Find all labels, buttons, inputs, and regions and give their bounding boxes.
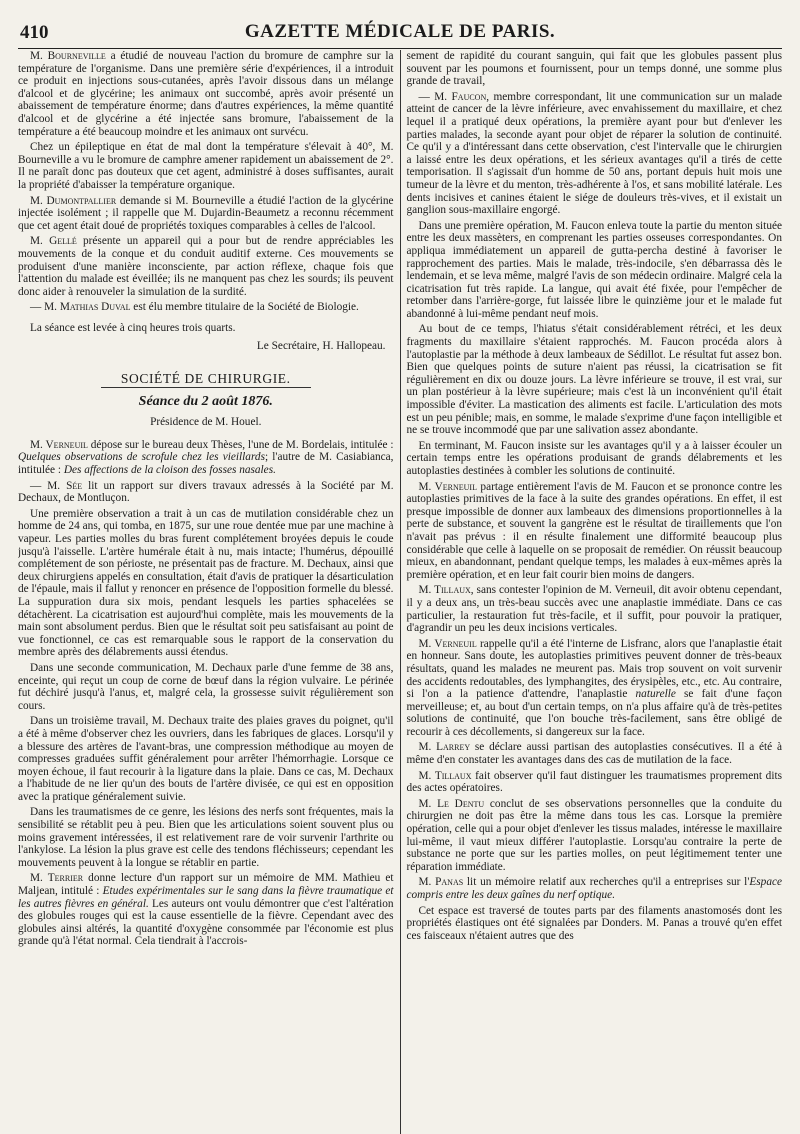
seance-title: Séance du 2 août 1876.	[138, 393, 273, 409]
paragraph	[406, 741, 782, 766]
paragraph	[18, 872, 394, 948]
speaker-name: M. Gellé	[30, 235, 77, 248]
emphasis: naturelle	[635, 688, 676, 701]
paragraph-text: ; l'autre de M. Casiabianca, intitulée :	[18, 451, 394, 477]
paragraph	[406, 584, 782, 634]
paragraph	[18, 480, 394, 505]
thesis-title: Des affections de la cloison des fosses nasales.	[63, 464, 276, 477]
paragraph: Dans un troisième travail, M. Dechaux traite des plaies graves du poignet, qu'il a été à même d'observer chez les ouvriers, dans les fabriques de glaces. Lorsqu'il y a blessure des artères de l'avant-bras, une compression méthodique au moyen de compresses graduées suffit généralement pour arrêter l'hémorrhagie. Lorsque ce moyen échoue, il faut recourir à la ligature dans la plaie. Dans ce cas, M. Dechaux a l'habitude de ne lier qu'un des bouts de l'artère divisée, ce qui est en opposition avec la pratique généralement suivie.	[18, 715, 394, 803]
paragraph: sement de rapidité du courant sanguin, qui fait que les globules passent plus souvent par les poumons et fournissent, pour un temps donné, une somme plus grande de travail,	[406, 50, 782, 88]
dash: —	[30, 301, 45, 314]
paragraph-text: conclut de ses observations personnelles que la conduite du chirurgien ne doit pas être la même dans tous les cas. Lorsque la première opération, celle qui a pour objet d'enlever les tissus malades, intéresse le maxillaire lui-même, il vaut mieux différer l'autoplastie. Lorsqu'au contraire la perte de substance ne porte que sur les parties molles, on peut légitimement tenter une réparation immédiate.	[406, 797, 782, 873]
dash: —	[418, 90, 435, 103]
memoir-title: Espace compris entre les deux gaînes du nerf optique.	[406, 876, 782, 901]
paragraph: Dans une seconde communication, M. Dechaux parle d'une femme de 38 ans, enceinte, qui reçut un coup de corne de bœuf dans la région vulvaire. Le périnée fut déchiré jusqu'à l'anus, et, malgré cela, la grossesse suivit régulièrement son cours.	[18, 661, 394, 712]
paragraph-text: partage entièrement l'avis de M. Faucon et se prononce contre les autoplasties primitives de la face à la suite des grandes opérations. En effet, il est presque impossible de donner aux lambeaux des dimensions proportionnelles à la perte de substance, et souvent la gangrène est le résultat de tiraillements que l'on n'avait pas prévus : il en résulte finalement une difformité beaucoup plus considérable que celle à laquelle on se proposait de remédier. On réussit beaucoup mieux, en abandonnant, pendant quelque temps, les malades à eux-mêmes après la première opération, et en leur fait courir bien moins de dangers.	[406, 480, 782, 581]
paragraph	[18, 195, 394, 233]
paragraph	[18, 301, 394, 314]
section-title-text: SOCIÉTÉ DE CHIRURGIE.	[101, 371, 311, 388]
thesis-title: Quelques observations de scrofule chez les vieillards	[18, 451, 265, 464]
speaker-name: M. Dumontpallier	[30, 194, 117, 207]
paragraph-text: lit un rapport sur divers travaux adressés à la Société par M. Dechaux, de Montluçon.	[18, 479, 394, 505]
paragraph-text: demande si M. Bourneville a étudié l'action de la glycérine injectée isolément ; il rappelle que M. Dujardin-Beaumetz a reconnu récemment que cet agent était doué de propriétés toxiques comparables à celles de l'alcool.	[18, 194, 394, 232]
speaker-name: M. Le Dentu	[418, 797, 485, 810]
paragraph	[406, 798, 782, 874]
paragraph: Chez un épileptique en état de mal dont la température s'élevait à 40°, M. Bourneville a vu le bromure de camphre amener rapidement un abaissement de 2°. Il ne paraît donc pas douteux que cet agent, administré à doses suffisantes, aurait la propriété d'abaisser la température organique.	[18, 141, 394, 191]
left-column	[18, 50, 394, 1134]
paragraph-text: Les auteurs ont voulu démontrer que c'est l'altération des globules rouges qui est la cause essentielle de la fièvre. Cependant avec des globules ainsi altérés, la quantité d'oxygène consommée par l'économie est plus grande qu'à l'état normal. Cela tiendrait à l'accrois-	[18, 897, 394, 948]
speaker-name: M. Faucon	[434, 90, 487, 103]
section-title	[18, 373, 394, 386]
speaker-name: M. Larrey	[418, 741, 471, 754]
speaker-name: M. Terrier	[30, 872, 84, 885]
speaker-name: M. Mathias Duval	[44, 301, 131, 314]
paragraph	[18, 235, 394, 298]
paragraph: Dans les traumatismes de ce genre, les lésions des nerfs sont fréquentes, mais la sensibilité se rétablit peu à peu. Bien que les articulations soient souvent plus ou moins gravement intéressées, il est relativement rare de voir survenir l'arthrite ou l'ankylose. La lésion la plus grave est celle des tendons fléchisseurs; cependant les mouvements peuvent à la longue se rétablir en partie.	[18, 806, 394, 869]
dash: —	[30, 479, 48, 492]
paragraph: Dans une première opération, M. Faucon enleva toute la partie du menton située entre les deux massèters, en comprenant les parties osseuses correspondantes. On appliqua immédiatement un appareil de gutta-percha destiné à favoriser le rapprochement des parties. Mais le malade, très-indocile, s'en débarrassa dès le lendemain, et se leva même, malgré l'avis de son médecin ordinaire. Malgré cela la cicatrisation fut très rapide. La langue, qui avait été fixée, pour l'empêcher de retomber dans l'arrière-gorge, fut laissée libre le quinzième jour et le malade fut abandonné à lui-même pendant neuf mois.	[406, 219, 782, 320]
session-close-line: La séance est levée à cinq heures trois quarts.	[30, 321, 236, 334]
speaker-name: M. Sée	[47, 479, 83, 492]
speaker-name: M. Verneuil	[418, 480, 477, 493]
speaker-name: M. Tillaux	[418, 584, 471, 597]
journal-title: GAZETTE MÉDICALE DE PARIS.	[244, 21, 556, 42]
paragraph-text: se déclare aussi partisan des autoplasties consécutives. Il a été à même d'en constater les avantages dans des cas de mutilation de la face.	[406, 741, 782, 767]
speaker-name: M. Verneuil	[30, 438, 88, 451]
speaker-name: M. Tillaux	[418, 769, 472, 782]
paragraph-text: est élu membre titulaire de la Société de Biologie.	[130, 301, 359, 314]
paragraph	[406, 876, 782, 901]
paragraph-text: dépose sur le bureau deux Thèses, l'une de M. Bordelais, intitulée :	[87, 438, 394, 451]
memoir-title: Etudes expérimentales sur le sang dans la fièvre traumatique et les autres fièvres en général.	[18, 885, 394, 910]
paragraph: Cet espace est traversé de toutes parts par des filaments anastomosés dont les propriétés élastiques ont été signalées par Donders. M. Panas a trouvé qu'en effet ces faisceaux n'étaient autres que des	[406, 904, 782, 942]
paragraph-text: rappelle qu'il a été l'interne de Lisfranc, alors que l'anaplastie était en honneur. Sans doute, les autoplasties primitives peuvent donner de très-beaux résultats, quand les malades ne meurent pas. Mais trop souvent on voit survenir des accidents redoutables, des lymphangites, des érysipèles, etc., etc. Au contraire, si l'on a la patience d'attendre, l'anaplastie	[406, 637, 782, 701]
paragraph-text: , membre correspondant, lit une communication sur un malade atteint de cancer de la lèvre inférieure, avec envahissement du maxillaire, et chez lequel il a pratiqué deux opérations, la première ayant pour but d'enlever les parties malades, la seconde ayant pour objet de réparer la solution de continuité. Ce qu'il y a d'intéressant dans cette observation, c'est l'intervalle que le chirurgien a laissé entre les deux opérations, et les sérieux avantages qu'il a tirés de cette temporisation. Il s'agissait d'un homme de 50 ans, portant depuis huit mois une tumeur de la lèvre et du menton, très-adhérente à l'os, et sans mobilité latérale. Les dents incisives et canines étaient le siége de douleurs très-vives, et il existait un ganglion sous-maxillaire engorgé.	[406, 90, 782, 217]
paragraph	[406, 638, 782, 739]
paragraph: Une première observation a trait à un cas de mutilation considérable chez un homme de 24 ans, qui tomba, en 1875, sur une roue dentée mue par une machine à vapeur. Les parties molles du bras furent complétement broyées depuis le coude jusqu'à l'aisselle. L'artère humérale était à nu, mais intacte; l'humérus, dépouillé complétement de son périoste, ne présentait pas de fracture. M. Dechaux, ainsi que deux chirurgiens appelés en consultation, était d'avis de pratiquer la désarticulation de l'épaule, mais il fallut y renoncer en présence de l'opposition formelle du blessé. La suppuration dura six mois, pendant lesquels les parties sphacelées se détachèrent. La cicatrisation est aujourd'hui complète, mais les mouvements de la main sont absolument perdus. Bien que le résultat soit peu satisfaisant au point de vue fonctionnel, ce cas est remarquable sous le rapport de la conservation du membre après des délabrements aussi étendus.	[18, 507, 394, 659]
paragraph-text: donne lecture d'un rapport sur un mémoire de MM. Mathieu et Maljean, intitulé :	[18, 872, 394, 898]
paragraph-text: a étudié de nouveau l'action du bromure de camphre sur la température de l'organisme. Dans une première série d'expériences, il a introduit ce produit en injections sous-cutanées, après l'avoir dissous dans un mélange d'alcool et de glycérine; les animaux ont succombé, après avoir présenté un abaissement de température énorme; dans d'autres expériences, la même quantité d'alcool et de glycérine a été injectée sans bromure, l'abaissement de la température a été beaucoup moindre et les animaux ont survécu.	[18, 50, 394, 138]
secretary-signature: Le Secrétaire, H. Hallopeau.	[256, 340, 386, 353]
paragraph	[18, 50, 394, 138]
column-divider	[400, 50, 401, 1134]
speaker-name: M. Verneuil	[418, 637, 477, 650]
paragraph	[406, 481, 782, 582]
paragraph	[18, 439, 394, 477]
speaker-name: M. Panas	[418, 876, 464, 889]
paragraph-text: , sans contester l'opinion de M. Verneuil, dit avoir obtenu cependant, il y a deux ans, un très-beau succès avec une anaplastie immédiate. Dans ce cas particulier, la restauration fut très-facile, et il suffit, pour pouvoir la pratiquer, d'agrandir un peu les deux incisions verticales.	[406, 584, 782, 635]
paragraph-text: fait observer qu'il faut distinguer les traumatismes proprement dits des actes opératoires.	[406, 769, 782, 795]
paragraph: En terminant, M. Faucon insiste sur les avantages qu'il y a à laisser écouler un certain temps entre les opérations produisant de grands délabrements et les autoplasties destinées à combler les solutions de continuité.	[406, 439, 782, 477]
masthead	[18, 18, 782, 49]
speaker-name: M. Bourneville	[30, 50, 106, 62]
paragraph: Au bout de ce temps, l'hiatus s'était considérablement rétréci, et les deux fragments du maxillaire s'étaient rapprochés. M. Faucon procéda alors à l'autoplastie par la méthode à deux lambeaux de Sédillot. Le résultat fut assez bon. Bien que quelques points de suture n'aient pas réussi, la cicatrisation se fit régulièrement en dix ou douze jours. La lèvre inférieure se trouve, il est vrai, sur un plan postérieur à la lèvre supérieure; mais c'est là un inconvénient qu'il était impossible d'éviter. La mastication des aliments est facile. L'articulation des mots est un peu pénible; mais, en somme, le malade s'exprime d'une façon intelligible et ne se trouve incommodé que par une salivation assez abondante.	[406, 323, 782, 437]
page-number: 410	[20, 22, 49, 43]
presidence-line: Présidence de M. Houel.	[150, 416, 262, 429]
paragraph-text: présente un appareil qui a pour but de rendre appréciables les mouvements de la conque et du conduit auditif externe. Ces mouvements se produisent d'une manière inconsciente, par action réflexe, chaque fois que l'attention du malade est éveillée; ils ne manquent pas chez les sourds; ils peuvent donc aider à renouveler la simulation de la surdité.	[18, 235, 394, 298]
right-column	[406, 50, 782, 1134]
paragraph-text: lit un mémoire relatif aux recherches qu'il a entreprises sur l'	[463, 876, 750, 889]
paragraph	[406, 91, 782, 217]
paragraph	[406, 770, 782, 795]
columns	[18, 50, 782, 1134]
paragraph-text: se fait d'une façon merveilleuse; et, au bout d'un certain temps, on n'a plus affaire qu'à de très-petites solutions de continuité, que l'on bouche très-facilement, sans être obligé de recourir à ces décollements, si dangereux sur la face.	[406, 688, 782, 738]
